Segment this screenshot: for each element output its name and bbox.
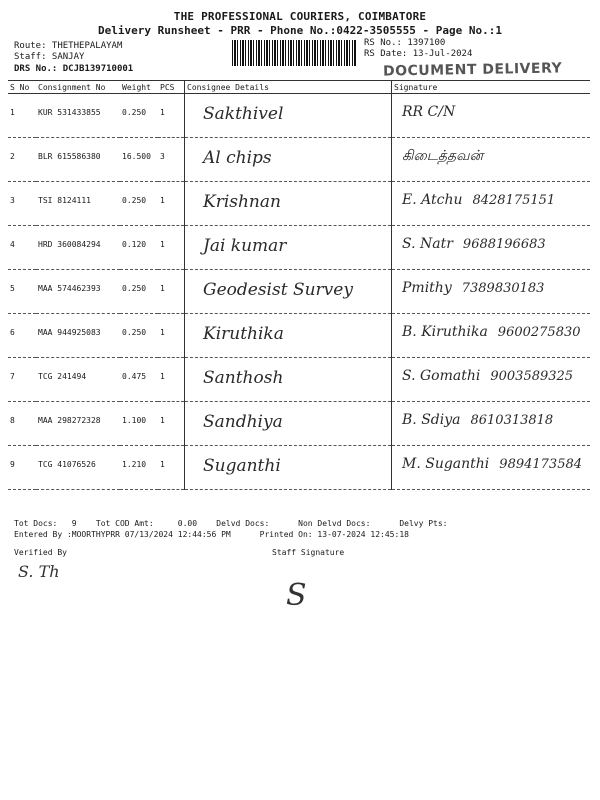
row-pcs: 1	[158, 182, 185, 226]
row-signature	[392, 358, 591, 402]
row-sno: 9	[8, 446, 36, 490]
row-signature	[392, 182, 591, 226]
table-row	[8, 138, 590, 182]
signature-mark: RR C/N	[402, 104, 456, 120]
row-weight: 0.250	[120, 270, 158, 314]
signature-mark: S. Gomathi	[402, 368, 481, 384]
row-pcs: 1	[158, 94, 185, 138]
row-signature	[392, 446, 591, 490]
signature-mark: E. Atchu	[402, 192, 463, 208]
verified-signature: S. Th	[18, 562, 60, 581]
row-sno: 6	[8, 314, 36, 358]
consignee-name: Suganthi	[203, 456, 281, 476]
row-weight: 16.500	[120, 138, 158, 182]
table-row	[8, 402, 590, 446]
col-signature: Signature	[392, 81, 591, 94]
col-weight: Weight	[120, 81, 158, 94]
staff-signature: S	[286, 578, 307, 613]
row-pcs: 1	[158, 402, 185, 446]
entered-by-line: Entered By :MOORTHYPRR 07/13/2024 12:44:56 PM Printed On: 13-07-2024 12:45:18	[14, 530, 409, 539]
row-pcs: 1	[158, 226, 185, 270]
row-sno: 5	[8, 270, 36, 314]
row-weight: 0.250	[120, 94, 158, 138]
drs-number: DRS No.: DCJB139710001	[14, 64, 134, 74]
row-consignee	[185, 138, 392, 182]
table-header-row	[8, 81, 590, 94]
signature-mark: Pmithy	[402, 280, 452, 296]
row-weight: 0.120	[120, 226, 158, 270]
row-pcs: 1	[158, 358, 185, 402]
row-consignee	[185, 446, 392, 490]
col-sno: S No	[8, 81, 36, 94]
consignee-name: Sandhiya	[203, 412, 283, 432]
row-signature	[392, 138, 591, 182]
consignee-name: Al chips	[203, 148, 272, 168]
row-consignment: BLR 615586380	[36, 138, 120, 182]
runsheet-subtitle: Delivery Runsheet - PRR - Phone No.:0422-3505555 - Page No.:1	[98, 24, 502, 37]
row-weight: 1.100	[120, 402, 158, 446]
row-signature	[392, 226, 591, 270]
runsheet-table	[8, 80, 590, 490]
table-row	[8, 358, 590, 402]
row-sno: 2	[8, 138, 36, 182]
row-sno: 1	[8, 94, 36, 138]
table-row	[8, 182, 590, 226]
col-consignee: Consignee Details	[185, 81, 392, 94]
col-consignment: Consignment No	[36, 81, 120, 94]
row-consignee	[185, 358, 392, 402]
staff: Staff: SANJAY	[14, 52, 85, 62]
row-weight: 0.475	[120, 358, 158, 402]
row-sno: 4	[8, 226, 36, 270]
row-consignee	[185, 402, 392, 446]
row-consignee	[185, 182, 392, 226]
row-signature	[392, 270, 591, 314]
row-consignment: MAA 298272328	[36, 402, 120, 446]
consignee-name: Kiruthika	[203, 324, 284, 344]
phone-number: 9600275830	[497, 325, 581, 340]
row-signature	[392, 94, 591, 138]
phone-number: 7389830183	[461, 281, 545, 296]
table-row	[8, 446, 590, 490]
row-sno: 3	[8, 182, 36, 226]
document-delivery-stamp: DOCUMENT DELIVERY	[382, 60, 563, 80]
row-consignee	[185, 314, 392, 358]
row-pcs: 3	[158, 138, 185, 182]
signature-mark: B. Sdiya	[402, 412, 461, 428]
row-sno: 7	[8, 358, 36, 402]
signature-mark: B. Kiruthika	[402, 324, 488, 340]
consignee-name: Santhosh	[203, 368, 284, 388]
verified-by-label: Verified By	[14, 548, 67, 557]
row-pcs: 1	[158, 446, 185, 490]
row-consignee	[185, 226, 392, 270]
row-sno: 8	[8, 402, 36, 446]
row-weight: 0.250	[120, 182, 158, 226]
route: Route: THETHEPALAYAM	[14, 41, 123, 51]
table-row	[8, 226, 590, 270]
col-pcs: PCS	[158, 81, 185, 94]
company-title: THE PROFESSIONAL COURIERS, COIMBATORE	[173, 10, 427, 23]
row-consignment: MAA 574462393	[36, 270, 120, 314]
table-row	[8, 270, 590, 314]
rs-number: RS No.: 1397100	[364, 38, 446, 48]
rs-date: RS Date: 13-Jul-2024	[364, 49, 473, 59]
phone-number: 9688196683	[462, 237, 546, 252]
signature-mark: கிடைத்தவன்	[402, 148, 484, 164]
row-consignment: TCG 241494	[36, 358, 120, 402]
row-consignment: TCG 41076526	[36, 446, 120, 490]
consignee-name: Jai kumar	[203, 236, 287, 256]
table-row	[8, 94, 590, 138]
row-consignment: MAA 944925083	[36, 314, 120, 358]
row-consignee	[185, 270, 392, 314]
row-weight: 1.210	[120, 446, 158, 490]
row-pcs: 1	[158, 314, 185, 358]
consignee-name: Geodesist Survey	[203, 280, 353, 300]
row-consignment: HRD 360084294	[36, 226, 120, 270]
signature-mark: M. Suganthi	[402, 456, 490, 472]
row-signature	[392, 314, 591, 358]
phone-number: 9003589325	[490, 369, 574, 384]
row-consignment: KUR 531433855	[36, 94, 120, 138]
phone-number: 8610313818	[470, 413, 554, 428]
staff-signature-label: Staff Signature	[272, 548, 345, 557]
row-consignee	[185, 94, 392, 138]
consignee-name: Krishnan	[203, 192, 281, 212]
row-signature	[392, 402, 591, 446]
signature-mark: S. Natr	[402, 236, 453, 252]
row-consignment: TSI 8124111	[36, 182, 120, 226]
phone-number: 9894173584	[499, 457, 583, 472]
consignee-name: Sakthivel	[203, 104, 284, 124]
barcode	[232, 40, 357, 66]
phone-number: 8428175151	[472, 193, 556, 208]
table-row	[8, 314, 590, 358]
row-weight: 0.250	[120, 314, 158, 358]
row-pcs: 1	[158, 270, 185, 314]
totals-line: Tot Docs: 9 Tot COD Amt: 0.00 Delvd Docs: Non Delvd Docs: Delvy Pts:	[14, 519, 448, 528]
